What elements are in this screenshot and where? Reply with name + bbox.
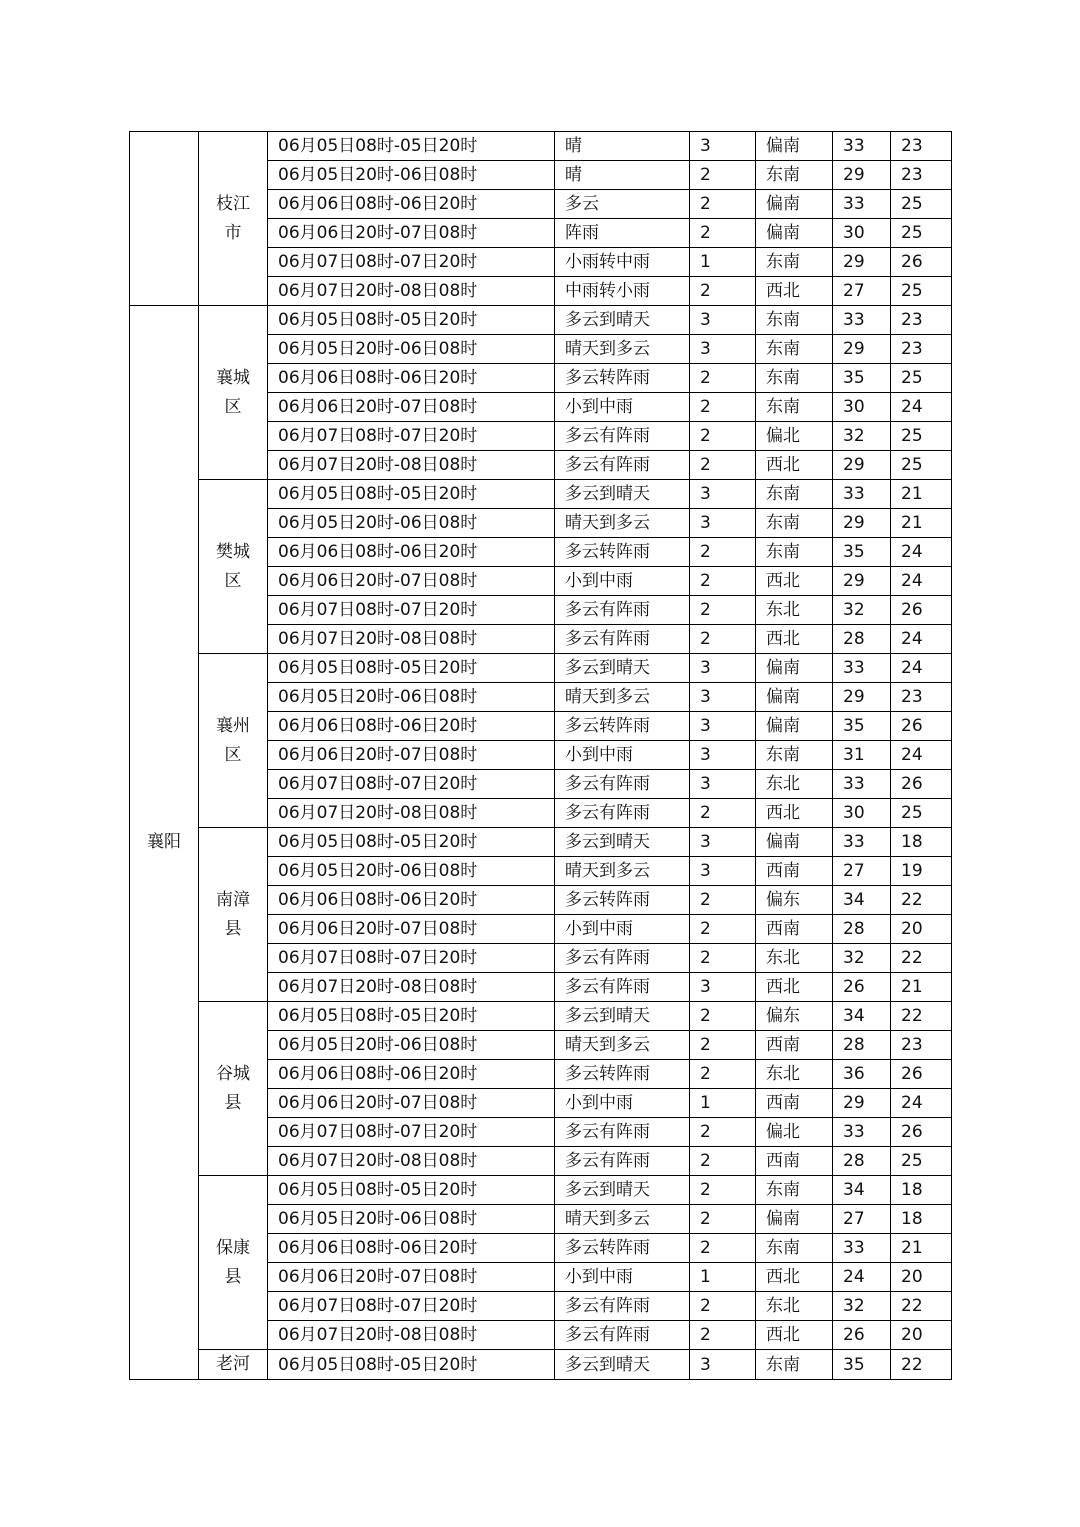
wind-level-cell: 3 bbox=[690, 973, 756, 1002]
weather-cell: 小到中雨 bbox=[555, 915, 690, 944]
city-cell bbox=[130, 132, 199, 306]
wind-level-cell: 2 bbox=[690, 393, 756, 422]
wind-level-cell: 2 bbox=[690, 625, 756, 654]
min-temp-cell: 26 bbox=[891, 1118, 952, 1147]
wind-level-cell: 3 bbox=[690, 306, 756, 335]
min-temp-cell: 19 bbox=[891, 857, 952, 886]
wind-direction-cell: 西北 bbox=[756, 625, 833, 654]
wind-level-cell: 3 bbox=[690, 770, 756, 799]
max-temp-cell: 29 bbox=[833, 161, 891, 190]
min-temp-cell: 22 bbox=[891, 1350, 952, 1380]
forecast-period-cell: 06月05日08时-05日20时 bbox=[268, 1350, 555, 1380]
wind-direction-cell: 东南 bbox=[756, 306, 833, 335]
weather-cell: 晴天到多云 bbox=[555, 683, 690, 712]
max-temp-cell: 28 bbox=[833, 1031, 891, 1060]
wind-direction-cell: 偏东 bbox=[756, 886, 833, 915]
max-temp-cell: 32 bbox=[833, 422, 891, 451]
county-cell: 樊城 区 bbox=[199, 480, 268, 654]
wind-direction-cell: 西北 bbox=[756, 973, 833, 1002]
weather-cell: 多云到晴天 bbox=[555, 1002, 690, 1031]
wind-level-cell: 3 bbox=[690, 857, 756, 886]
max-temp-cell: 27 bbox=[833, 277, 891, 306]
forecast-period-cell: 06月06日20时-07日08时 bbox=[268, 1263, 555, 1292]
min-temp-cell: 24 bbox=[891, 625, 952, 654]
weather-cell: 小到中雨 bbox=[555, 393, 690, 422]
forecast-period-cell: 06月06日20时-07日08时 bbox=[268, 393, 555, 422]
weather-cell: 多云转阵雨 bbox=[555, 712, 690, 741]
wind-direction-cell: 偏东 bbox=[756, 1002, 833, 1031]
wind-direction-cell: 西北 bbox=[756, 799, 833, 828]
weather-cell: 多云转阵雨 bbox=[555, 364, 690, 393]
wind-direction-cell: 西北 bbox=[756, 567, 833, 596]
weather-cell: 多云有阵雨 bbox=[555, 1147, 690, 1176]
forecast-period-cell: 06月06日20时-07日08时 bbox=[268, 567, 555, 596]
min-temp-cell: 22 bbox=[891, 1002, 952, 1031]
min-temp-cell: 21 bbox=[891, 509, 952, 538]
max-temp-cell: 33 bbox=[833, 1234, 891, 1263]
forecast-period-cell: 06月07日20时-08日08时 bbox=[268, 1321, 555, 1350]
max-temp-cell: 26 bbox=[833, 1321, 891, 1350]
wind-level-cell: 2 bbox=[690, 364, 756, 393]
min-temp-cell: 24 bbox=[891, 1089, 952, 1118]
forecast-period-cell: 06月06日20时-07日08时 bbox=[268, 219, 555, 248]
weather-cell: 晴天到多云 bbox=[555, 857, 690, 886]
county-cell: 保康 县 bbox=[199, 1176, 268, 1350]
max-temp-cell: 31 bbox=[833, 741, 891, 770]
forecast-period-cell: 06月05日08时-05日20时 bbox=[268, 1002, 555, 1031]
wind-level-cell: 2 bbox=[690, 451, 756, 480]
min-temp-cell: 22 bbox=[891, 1292, 952, 1321]
wind-level-cell: 2 bbox=[690, 1176, 756, 1205]
wind-level-cell: 2 bbox=[690, 915, 756, 944]
min-temp-cell: 25 bbox=[891, 190, 952, 219]
wind-direction-cell: 东南 bbox=[756, 335, 833, 364]
forecast-period-cell: 06月07日08时-07日20时 bbox=[268, 248, 555, 277]
max-temp-cell: 34 bbox=[833, 1176, 891, 1205]
weather-cell: 多云到晴天 bbox=[555, 480, 690, 509]
forecast-period-cell: 06月06日08时-06日20时 bbox=[268, 190, 555, 219]
wind-level-cell: 2 bbox=[690, 799, 756, 828]
wind-direction-cell: 东北 bbox=[756, 1060, 833, 1089]
wind-level-cell: 3 bbox=[690, 132, 756, 161]
table-row bbox=[130, 1350, 952, 1380]
wind-direction-cell: 偏南 bbox=[756, 190, 833, 219]
weather-cell: 多云转阵雨 bbox=[555, 1060, 690, 1089]
min-temp-cell: 25 bbox=[891, 364, 952, 393]
wind-direction-cell: 东南 bbox=[756, 364, 833, 393]
table-row bbox=[130, 828, 952, 857]
weather-cell: 小雨转中雨 bbox=[555, 248, 690, 277]
wind-level-cell: 2 bbox=[690, 1002, 756, 1031]
weather-cell: 小到中雨 bbox=[555, 741, 690, 770]
forecast-period-cell: 06月07日08时-07日20时 bbox=[268, 944, 555, 973]
forecast-period-cell: 06月05日08时-05日20时 bbox=[268, 654, 555, 683]
min-temp-cell: 23 bbox=[891, 306, 952, 335]
min-temp-cell: 25 bbox=[891, 451, 952, 480]
max-temp-cell: 27 bbox=[833, 857, 891, 886]
wind-direction-cell: 东南 bbox=[756, 393, 833, 422]
forecast-period-cell: 06月07日20时-08日08时 bbox=[268, 451, 555, 480]
weather-cell: 多云有阵雨 bbox=[555, 1321, 690, 1350]
max-temp-cell: 33 bbox=[833, 190, 891, 219]
min-temp-cell: 25 bbox=[891, 799, 952, 828]
min-temp-cell: 24 bbox=[891, 741, 952, 770]
wind-direction-cell: 东北 bbox=[756, 1292, 833, 1321]
min-temp-cell: 20 bbox=[891, 1263, 952, 1292]
weather-cell: 晴 bbox=[555, 132, 690, 161]
weather-cell: 多云转阵雨 bbox=[555, 538, 690, 567]
weather-cell: 小到中雨 bbox=[555, 1263, 690, 1292]
wind-level-cell: 2 bbox=[690, 944, 756, 973]
max-temp-cell: 33 bbox=[833, 480, 891, 509]
wind-direction-cell: 西南 bbox=[756, 1089, 833, 1118]
min-temp-cell: 20 bbox=[891, 1321, 952, 1350]
min-temp-cell: 18 bbox=[891, 1176, 952, 1205]
weather-cell: 多云到晴天 bbox=[555, 654, 690, 683]
max-temp-cell: 29 bbox=[833, 451, 891, 480]
max-temp-cell: 34 bbox=[833, 1002, 891, 1031]
max-temp-cell: 33 bbox=[833, 306, 891, 335]
forecast-period-cell: 06月05日08时-05日20时 bbox=[268, 1176, 555, 1205]
forecast-period-cell: 06月07日20时-08日08时 bbox=[268, 973, 555, 1002]
max-temp-cell: 30 bbox=[833, 393, 891, 422]
weather-cell: 多云到晴天 bbox=[555, 306, 690, 335]
max-temp-cell: 35 bbox=[833, 1350, 891, 1380]
wind-direction-cell: 偏南 bbox=[756, 654, 833, 683]
weather-cell: 晴天到多云 bbox=[555, 335, 690, 364]
wind-direction-cell: 西北 bbox=[756, 1263, 833, 1292]
wind-direction-cell: 偏南 bbox=[756, 132, 833, 161]
weather-cell: 多云有阵雨 bbox=[555, 451, 690, 480]
wind-level-cell: 3 bbox=[690, 654, 756, 683]
min-temp-cell: 18 bbox=[891, 828, 952, 857]
forecast-period-cell: 06月05日08时-05日20时 bbox=[268, 132, 555, 161]
min-temp-cell: 25 bbox=[891, 219, 952, 248]
min-temp-cell: 24 bbox=[891, 538, 952, 567]
wind-direction-cell: 东北 bbox=[756, 770, 833, 799]
wind-direction-cell: 偏南 bbox=[756, 683, 833, 712]
weather-cell: 多云有阵雨 bbox=[555, 625, 690, 654]
forecast-period-cell: 06月05日08时-05日20时 bbox=[268, 480, 555, 509]
min-temp-cell: 21 bbox=[891, 480, 952, 509]
wind-direction-cell: 西北 bbox=[756, 451, 833, 480]
forecast-period-cell: 06月06日08时-06日20时 bbox=[268, 712, 555, 741]
weather-cell: 多云转阵雨 bbox=[555, 886, 690, 915]
max-temp-cell: 29 bbox=[833, 509, 891, 538]
max-temp-cell: 29 bbox=[833, 683, 891, 712]
weather-cell: 多云有阵雨 bbox=[555, 799, 690, 828]
max-temp-cell: 33 bbox=[833, 654, 891, 683]
forecast-period-cell: 06月07日08时-07日20时 bbox=[268, 1118, 555, 1147]
max-temp-cell: 32 bbox=[833, 596, 891, 625]
wind-level-cell: 2 bbox=[690, 1234, 756, 1263]
wind-level-cell: 2 bbox=[690, 219, 756, 248]
max-temp-cell: 30 bbox=[833, 799, 891, 828]
table-row bbox=[130, 1002, 952, 1031]
forecast-period-cell: 06月05日20时-06日08时 bbox=[268, 335, 555, 364]
wind-level-cell: 2 bbox=[690, 1321, 756, 1350]
wind-direction-cell: 西南 bbox=[756, 1031, 833, 1060]
forecast-table bbox=[129, 131, 952, 1380]
wind-level-cell: 3 bbox=[690, 741, 756, 770]
wind-level-cell: 3 bbox=[690, 480, 756, 509]
min-temp-cell: 25 bbox=[891, 422, 952, 451]
wind-direction-cell: 西北 bbox=[756, 1321, 833, 1350]
weather-cell: 多云有阵雨 bbox=[555, 422, 690, 451]
max-temp-cell: 28 bbox=[833, 1147, 891, 1176]
wind-direction-cell: 西南 bbox=[756, 1147, 833, 1176]
weather-cell: 多云到晴天 bbox=[555, 1350, 690, 1380]
wind-level-cell: 2 bbox=[690, 277, 756, 306]
max-temp-cell: 29 bbox=[833, 248, 891, 277]
max-temp-cell: 33 bbox=[833, 770, 891, 799]
max-temp-cell: 29 bbox=[833, 1089, 891, 1118]
wind-level-cell: 3 bbox=[690, 335, 756, 364]
min-temp-cell: 21 bbox=[891, 973, 952, 1002]
min-temp-cell: 25 bbox=[891, 1147, 952, 1176]
wind-level-cell: 1 bbox=[690, 1089, 756, 1118]
forecast-period-cell: 06月05日20时-06日08时 bbox=[268, 1031, 555, 1060]
wind-direction-cell: 偏北 bbox=[756, 422, 833, 451]
min-temp-cell: 22 bbox=[891, 886, 952, 915]
wind-direction-cell: 东北 bbox=[756, 944, 833, 973]
min-temp-cell: 23 bbox=[891, 335, 952, 364]
county-cell: 襄州 区 bbox=[199, 654, 268, 828]
weather-cell: 多云 bbox=[555, 190, 690, 219]
wind-level-cell: 2 bbox=[690, 886, 756, 915]
max-temp-cell: 33 bbox=[833, 1118, 891, 1147]
county-cell: 襄城 区 bbox=[199, 306, 268, 480]
min-temp-cell: 23 bbox=[891, 161, 952, 190]
wind-level-cell: 3 bbox=[690, 828, 756, 857]
weather-cell: 小到中雨 bbox=[555, 1089, 690, 1118]
wind-level-cell: 3 bbox=[690, 509, 756, 538]
wind-level-cell: 2 bbox=[690, 1060, 756, 1089]
wind-level-cell: 2 bbox=[690, 1118, 756, 1147]
min-temp-cell: 18 bbox=[891, 1205, 952, 1234]
table-row bbox=[130, 654, 952, 683]
county-cell: 南漳 县 bbox=[199, 828, 268, 1002]
weather-cell: 晴天到多云 bbox=[555, 1205, 690, 1234]
max-temp-cell: 32 bbox=[833, 944, 891, 973]
forecast-period-cell: 06月07日20时-08日08时 bbox=[268, 1147, 555, 1176]
forecast-period-cell: 06月06日08时-06日20时 bbox=[268, 364, 555, 393]
wind-direction-cell: 东南 bbox=[756, 248, 833, 277]
county-cell: 老河 bbox=[199, 1350, 268, 1380]
max-temp-cell: 32 bbox=[833, 1292, 891, 1321]
forecast-period-cell: 06月07日08时-07日20时 bbox=[268, 770, 555, 799]
max-temp-cell: 24 bbox=[833, 1263, 891, 1292]
forecast-period-cell: 06月06日08时-06日20时 bbox=[268, 886, 555, 915]
weather-cell: 晴天到多云 bbox=[555, 509, 690, 538]
forecast-period-cell: 06月05日20时-06日08时 bbox=[268, 161, 555, 190]
max-temp-cell: 29 bbox=[833, 335, 891, 364]
weather-cell: 多云有阵雨 bbox=[555, 944, 690, 973]
forecast-period-cell: 06月07日08时-07日20时 bbox=[268, 1292, 555, 1321]
wind-direction-cell: 偏南 bbox=[756, 1205, 833, 1234]
forecast-period-cell: 06月05日08时-05日20时 bbox=[268, 828, 555, 857]
forecast-period-cell: 06月05日20时-06日08时 bbox=[268, 683, 555, 712]
max-temp-cell: 35 bbox=[833, 364, 891, 393]
min-temp-cell: 26 bbox=[891, 596, 952, 625]
weather-cell: 多云有阵雨 bbox=[555, 1292, 690, 1321]
max-temp-cell: 35 bbox=[833, 538, 891, 567]
wind-direction-cell: 西北 bbox=[756, 277, 833, 306]
wind-level-cell: 2 bbox=[690, 190, 756, 219]
wind-direction-cell: 西南 bbox=[756, 857, 833, 886]
max-temp-cell: 35 bbox=[833, 712, 891, 741]
wind-direction-cell: 偏南 bbox=[756, 828, 833, 857]
wind-direction-cell: 偏南 bbox=[756, 219, 833, 248]
forecast-period-cell: 06月06日20时-07日08时 bbox=[268, 1089, 555, 1118]
weather-cell: 多云到晴天 bbox=[555, 1176, 690, 1205]
min-temp-cell: 25 bbox=[891, 277, 952, 306]
forecast-period-cell: 06月06日08时-06日20时 bbox=[268, 1060, 555, 1089]
min-temp-cell: 26 bbox=[891, 770, 952, 799]
forecast-period-cell: 06月06日20时-07日08时 bbox=[268, 741, 555, 770]
forecast-period-cell: 06月06日08时-06日20时 bbox=[268, 1234, 555, 1263]
min-temp-cell: 23 bbox=[891, 1031, 952, 1060]
max-temp-cell: 30 bbox=[833, 219, 891, 248]
forecast-period-cell: 06月05日08时-05日20时 bbox=[268, 306, 555, 335]
forecast-period-cell: 06月05日20时-06日08时 bbox=[268, 857, 555, 886]
min-temp-cell: 26 bbox=[891, 1060, 952, 1089]
min-temp-cell: 24 bbox=[891, 393, 952, 422]
min-temp-cell: 22 bbox=[891, 944, 952, 973]
wind-direction-cell: 东南 bbox=[756, 161, 833, 190]
forecast-period-cell: 06月07日20时-08日08时 bbox=[268, 799, 555, 828]
wind-level-cell: 2 bbox=[690, 596, 756, 625]
wind-level-cell: 2 bbox=[690, 538, 756, 567]
max-temp-cell: 33 bbox=[833, 132, 891, 161]
weather-cell: 阵雨 bbox=[555, 219, 690, 248]
wind-direction-cell: 东南 bbox=[756, 538, 833, 567]
min-temp-cell: 23 bbox=[891, 132, 952, 161]
max-temp-cell: 27 bbox=[833, 1205, 891, 1234]
city-cell: 襄阳 bbox=[130, 306, 199, 1380]
county-cell: 谷城 县 bbox=[199, 1002, 268, 1176]
weather-cell: 小到中雨 bbox=[555, 567, 690, 596]
min-temp-cell: 24 bbox=[891, 567, 952, 596]
forecast-period-cell: 06月07日08时-07日20时 bbox=[268, 422, 555, 451]
weather-cell: 多云有阵雨 bbox=[555, 973, 690, 1002]
wind-level-cell: 2 bbox=[690, 1031, 756, 1060]
wind-direction-cell: 东南 bbox=[756, 480, 833, 509]
wind-level-cell: 2 bbox=[690, 1147, 756, 1176]
min-temp-cell: 24 bbox=[891, 654, 952, 683]
wind-direction-cell: 偏北 bbox=[756, 1118, 833, 1147]
max-temp-cell: 28 bbox=[833, 915, 891, 944]
max-temp-cell: 34 bbox=[833, 886, 891, 915]
weather-cell: 多云到晴天 bbox=[555, 828, 690, 857]
wind-level-cell: 2 bbox=[690, 567, 756, 596]
min-temp-cell: 23 bbox=[891, 683, 952, 712]
wind-level-cell: 2 bbox=[690, 1205, 756, 1234]
forecast-period-cell: 06月07日20时-08日08时 bbox=[268, 625, 555, 654]
wind-direction-cell: 东北 bbox=[756, 596, 833, 625]
wind-level-cell: 3 bbox=[690, 712, 756, 741]
table-row bbox=[130, 132, 952, 161]
forecast-period-cell: 06月07日08时-07日20时 bbox=[268, 596, 555, 625]
wind-level-cell: 2 bbox=[690, 422, 756, 451]
weather-cell: 多云有阵雨 bbox=[555, 596, 690, 625]
wind-level-cell: 3 bbox=[690, 1350, 756, 1380]
wind-direction-cell: 东南 bbox=[756, 509, 833, 538]
wind-direction-cell: 偏南 bbox=[756, 712, 833, 741]
max-temp-cell: 36 bbox=[833, 1060, 891, 1089]
weather-cell: 多云有阵雨 bbox=[555, 1118, 690, 1147]
forecast-period-cell: 06月06日20时-07日08时 bbox=[268, 915, 555, 944]
wind-direction-cell: 西南 bbox=[756, 915, 833, 944]
min-temp-cell: 26 bbox=[891, 248, 952, 277]
weather-cell: 多云转阵雨 bbox=[555, 1234, 690, 1263]
max-temp-cell: 29 bbox=[833, 567, 891, 596]
weather-cell: 多云有阵雨 bbox=[555, 770, 690, 799]
county-cell: 枝江 市 bbox=[199, 132, 268, 306]
min-temp-cell: 20 bbox=[891, 915, 952, 944]
min-temp-cell: 21 bbox=[891, 1234, 952, 1263]
wind-level-cell: 2 bbox=[690, 161, 756, 190]
wind-level-cell: 1 bbox=[690, 248, 756, 277]
wind-level-cell: 3 bbox=[690, 683, 756, 712]
weather-cell: 晴 bbox=[555, 161, 690, 190]
table-row bbox=[130, 306, 952, 335]
weather-cell: 晴天到多云 bbox=[555, 1031, 690, 1060]
max-temp-cell: 26 bbox=[833, 973, 891, 1002]
forecast-period-cell: 06月06日08时-06日20时 bbox=[268, 538, 555, 567]
wind-level-cell: 2 bbox=[690, 1292, 756, 1321]
forecast-period-cell: 06月05日20时-06日08时 bbox=[268, 509, 555, 538]
wind-level-cell: 1 bbox=[690, 1263, 756, 1292]
wind-direction-cell: 东南 bbox=[756, 1176, 833, 1205]
forecast-period-cell: 06月05日20时-06日08时 bbox=[268, 1205, 555, 1234]
weather-cell: 中雨转小雨 bbox=[555, 277, 690, 306]
max-temp-cell: 33 bbox=[833, 828, 891, 857]
wind-direction-cell: 东南 bbox=[756, 1234, 833, 1263]
table-row bbox=[130, 480, 952, 509]
table-row bbox=[130, 1176, 952, 1205]
forecast-period-cell: 06月07日20时-08日08时 bbox=[268, 277, 555, 306]
max-temp-cell: 28 bbox=[833, 625, 891, 654]
wind-direction-cell: 东南 bbox=[756, 1350, 833, 1380]
min-temp-cell: 26 bbox=[891, 712, 952, 741]
wind-direction-cell: 东南 bbox=[756, 741, 833, 770]
